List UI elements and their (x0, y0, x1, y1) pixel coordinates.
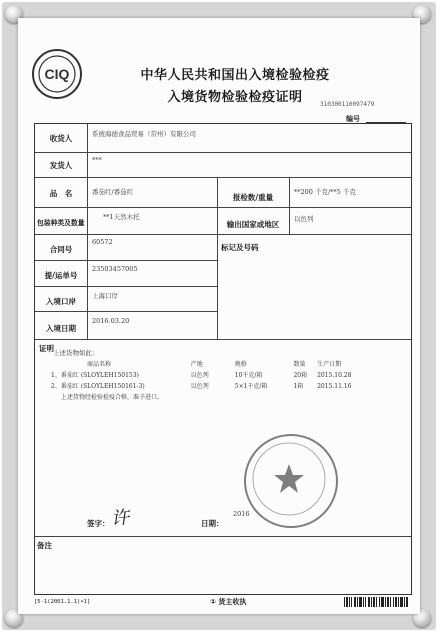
table-cell: 1箱 (293, 383, 304, 390)
official-stamp (244, 434, 338, 528)
contract-label: 合同号 (49, 245, 73, 254)
date-value: 2016 (233, 510, 250, 518)
title-line-1: 中华人民共和国出入境检验检疫 (140, 68, 330, 83)
table-cell: 以色列 (190, 383, 209, 390)
date-label: 日期： (201, 519, 224, 528)
table-cell: 20箱 (293, 372, 308, 379)
table-cell: 2、番茄红 (SLOYLEH150161-3) (51, 383, 145, 390)
certification-intro: 上述货物如此： (53, 349, 99, 357)
title-line-2: 入境货物检验检疫证明 (167, 90, 303, 105)
certification-label: 证明 (39, 344, 54, 353)
table-cell: 以色列 (190, 372, 209, 379)
table-header-cell: 产地 (190, 361, 203, 368)
table-cell: 10千克/箱 (234, 372, 263, 379)
origin-country-value: 以色列 (294, 215, 314, 223)
quantity-value: **200 千克/**5 千克 (294, 188, 356, 196)
signature-text: 许 (110, 507, 131, 530)
consignee-value: 系统海德食品贸易（常州）有限公司 (92, 130, 196, 138)
number-label: 编号 (346, 115, 360, 123)
table-cell: 2015.10.28 (317, 372, 352, 379)
goods-table-header (47, 360, 355, 369)
table-row (47, 382, 355, 391)
table-row (47, 371, 355, 380)
product-name-value: 番茄红/番茄红 (92, 188, 134, 196)
consignee-label: 收货人 (49, 134, 73, 143)
barcode-icon (344, 597, 408, 607)
marks-label: 标记及号码 (221, 243, 259, 252)
contract-value: 60572 (92, 238, 113, 246)
entry-date-value: 2016.03.20 (92, 317, 130, 325)
table-header-cell: 数量 (293, 361, 306, 368)
table-cell: 1、番茄红 (SLOYLEH150153) (51, 372, 139, 379)
quantity-label: 报检数/重量 (232, 193, 274, 202)
table-header-cell: 规格 (234, 361, 247, 368)
table-cell: 5×1千克/箱 (234, 383, 268, 390)
ciq-logo-icon (30, 47, 84, 101)
consignor-label: 发货人 (49, 161, 73, 170)
bill-label: 提/运单号 (44, 271, 78, 280)
remarks-label: 备注 (37, 541, 52, 550)
table-header-cell: 商品名称 (87, 361, 112, 368)
copy-label: ① 货主收执 (210, 598, 247, 606)
goods-table (45, 358, 357, 404)
packaging-label: 包装种类及数量 (37, 219, 85, 227)
entry-date-label: 入境日期 (46, 324, 76, 333)
packaging-value: **1天然木托 (103, 213, 140, 221)
form-code: [5-1(2001.1.1)•1] (34, 599, 91, 605)
star-icon (246, 436, 332, 522)
port-value: 上海口岸 (92, 292, 118, 300)
logo-text: CIQ (44, 66, 70, 82)
origin-country-label: 输出国家或地区 (226, 220, 280, 229)
consignor-value: *** (92, 156, 102, 164)
signature-label: 签字： (87, 519, 110, 528)
certification-note: 上述货物经检验检疫合格，准予进口。 (61, 394, 164, 401)
table-cell: 2015.11.16 (317, 383, 352, 390)
port-label: 入境口岸 (46, 297, 76, 306)
bill-value: 23503457005 (92, 265, 138, 273)
product-name-label: 品 名 (49, 189, 73, 198)
serial-number: 310300110097479 (320, 101, 375, 108)
certificate-form (34, 123, 412, 595)
table-header-cell: 生产日期 (317, 361, 342, 368)
table-row (47, 393, 355, 402)
